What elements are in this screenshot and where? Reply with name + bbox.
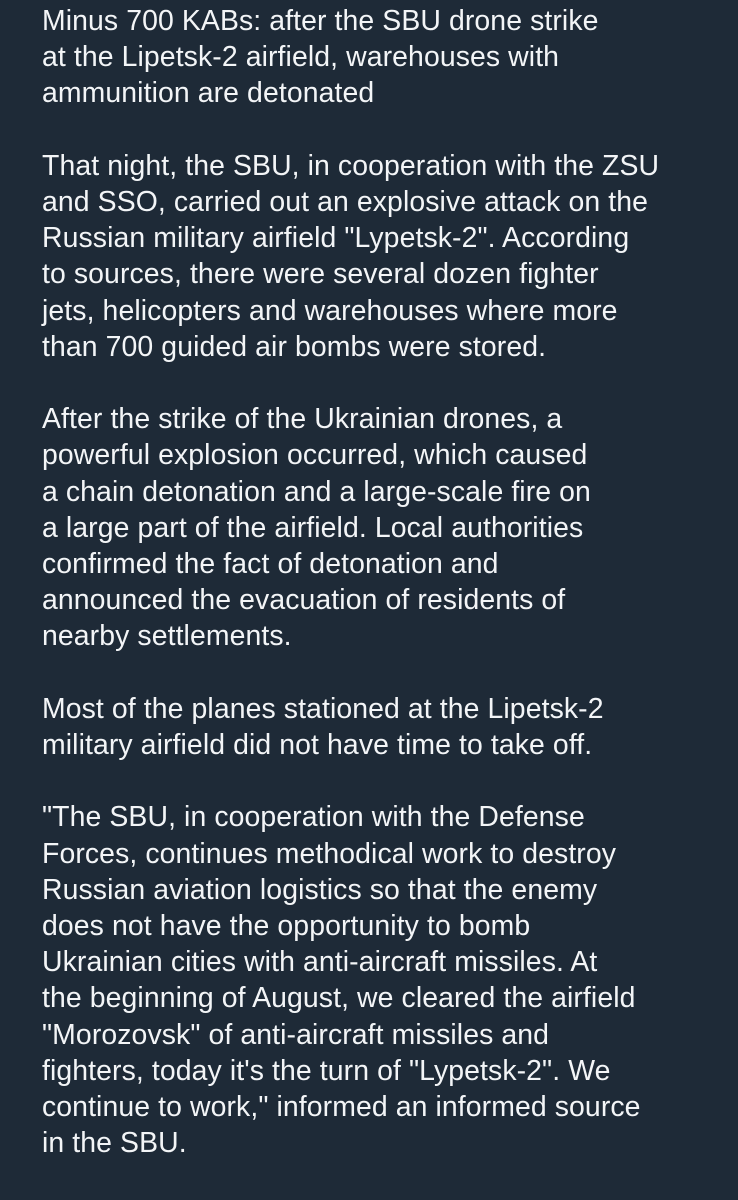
text-line: Minus 700 KABs: after the SBU drone strike [42,5,599,37]
body-paragraph [42,401,724,654]
text-line: "The SBU, in cooperation with the Defense [42,801,585,834]
text-line: Russian military airfield "Lypetsk-2". According [42,222,630,255]
quote-paragraph [42,799,724,1161]
text-line: a large part of the airfield. Local authorities [42,511,584,544]
text-line: fighters, today it's the turn of "Lypetsk-2". We [42,1054,611,1087]
body-paragraph [42,691,724,763]
text-line: to sources, there were several dozen fighter [42,258,599,291]
text-line: in the SBU. [42,1127,187,1160]
text-line: nearby settlements. [42,620,292,653]
text-line: does not have the opportunity to bomb [42,910,531,943]
text-line: a chain detonation and a large-scale fire on [42,475,591,508]
text-line: Ukrainian cities with anti-aircraft missiles. At [42,946,598,979]
text-line: confirmed the fact of detonation and [42,548,499,581]
body-paragraph [42,148,724,365]
text-line: at the Lipetsk-2 airfield, warehouses with [42,41,560,74]
text-line: powerful explosion occurred, which caused [42,439,588,472]
text-line: Most of the planes stationed at the Lipetsk-2 [42,692,604,725]
text-line: jets, helicopters and warehouses where more [42,294,618,327]
text-line: and SSO, carried out an explosive attack on the [42,186,648,218]
text-line: "Morozovsk" of anti-aircraft missiles and [42,1018,550,1051]
text-line: military airfield did not have time to take off. [42,729,593,762]
text-line: ammunition are detonated [42,77,375,110]
text-line: than 700 guided air bombs were stored. [42,330,547,363]
text-line: continue to work," informed an informed source [42,1091,641,1124]
text-line: announced the evacuation of residents of [42,584,566,617]
text-line: That night, the SBU, in cooperation with the ZSU [42,149,660,182]
text-line: Forces, continues methodical work to destroy [42,837,617,870]
text-line: the beginning of August, we cleared the airfield [42,982,636,1015]
headline-paragraph [42,3,724,112]
text-line: Russian aviation logistics so that the enemy [42,873,598,906]
text-line: After the strike of the Ukrainian drones, a [42,403,563,436]
